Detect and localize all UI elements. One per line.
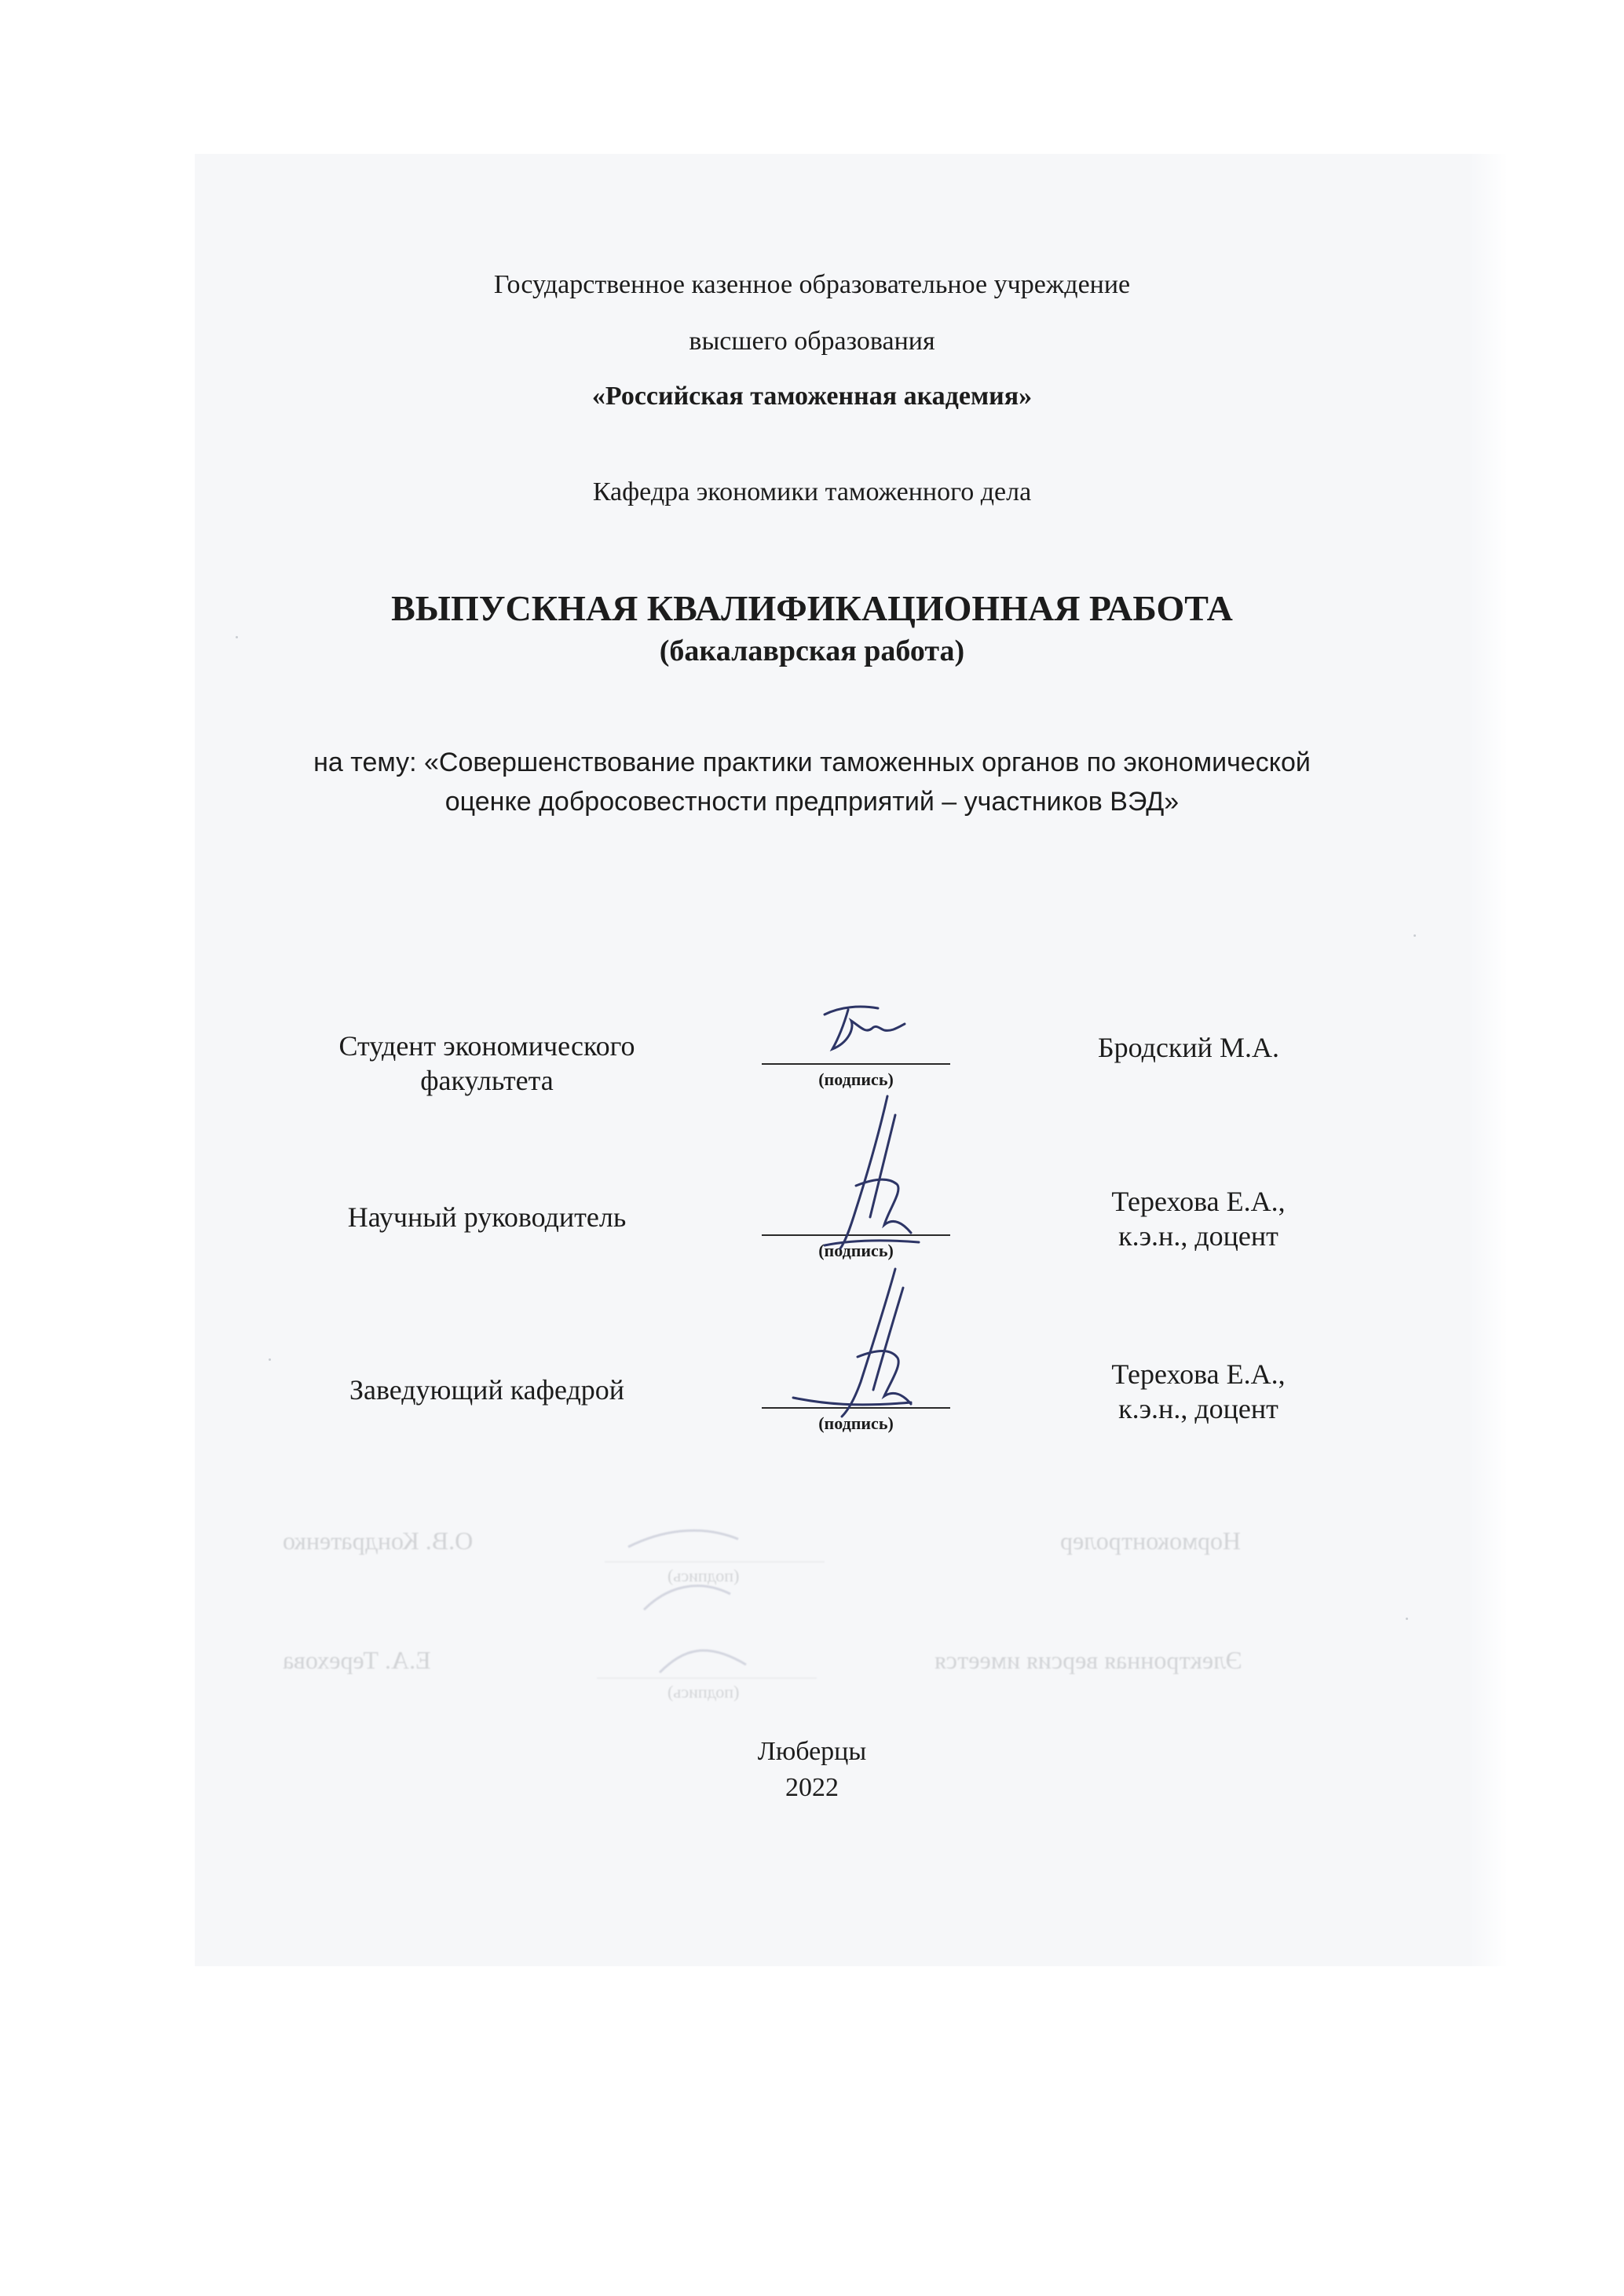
head-name-line-1: Терехова Е.А., — [1111, 1358, 1286, 1390]
supervisor-role: Научный руководитель — [347, 1201, 627, 1233]
supervisor-name-line-1: Терехова Е.А., — [1111, 1186, 1286, 1217]
ghost-signatures — [613, 1515, 770, 1704]
head-signature-caption: (подпись) — [818, 1413, 894, 1433]
ghost-caption-2: (подпись) — [668, 1682, 740, 1702]
head-name-line-2: к.э.н., доцент — [1118, 1393, 1278, 1424]
supervisor-signature-caption: (подпись) — [818, 1241, 894, 1260]
student-name: Бродский М.А. — [1098, 1032, 1279, 1063]
topic-line-1: на тему: «Совершенствование практики таможенных органов по экономической — [313, 748, 1311, 777]
head-role: Заведующий кафедрой — [349, 1374, 625, 1406]
department-name: Кафедра экономики таможенного дела — [592, 477, 1032, 506]
thesis-subtitle: (бакалаврская работа) — [659, 634, 965, 667]
city: Люберцы — [757, 1737, 867, 1766]
topic-line-2: оценке добросовестности предприятий – участников ВЭД» — [444, 787, 1180, 817]
ghost-caption-1: (подпись) — [668, 1566, 740, 1585]
institution-line-1: Государственное казенное образовательное учреждение — [493, 270, 1131, 299]
academy-name: «Российская таможенная академия» — [591, 382, 1033, 411]
ghost-electronic-label: Электронная версия имеется — [935, 1646, 1242, 1674]
ghost-electronic-name: Е.А. Терехова — [283, 1646, 431, 1674]
thesis-title: ВЫПУСКНАЯ КВАЛИФИКАЦИОННАЯ РАБОТА — [391, 588, 1233, 628]
supervisor-name-line-2: к.э.н., доцент — [1118, 1220, 1278, 1252]
institution-line-2: высшего образования — [689, 327, 935, 356]
student-role-line-1: Студент экономического — [338, 1030, 635, 1062]
student-role-line-2: факультета — [420, 1065, 554, 1096]
student-signature-caption: (подпись) — [818, 1069, 894, 1089]
year: 2022 — [785, 1773, 839, 1802]
ghost-normcontrol-name: О.В. Кондратенко — [283, 1526, 474, 1555]
ghost-normcontrol-label: Нормоконтролер — [1060, 1526, 1242, 1555]
